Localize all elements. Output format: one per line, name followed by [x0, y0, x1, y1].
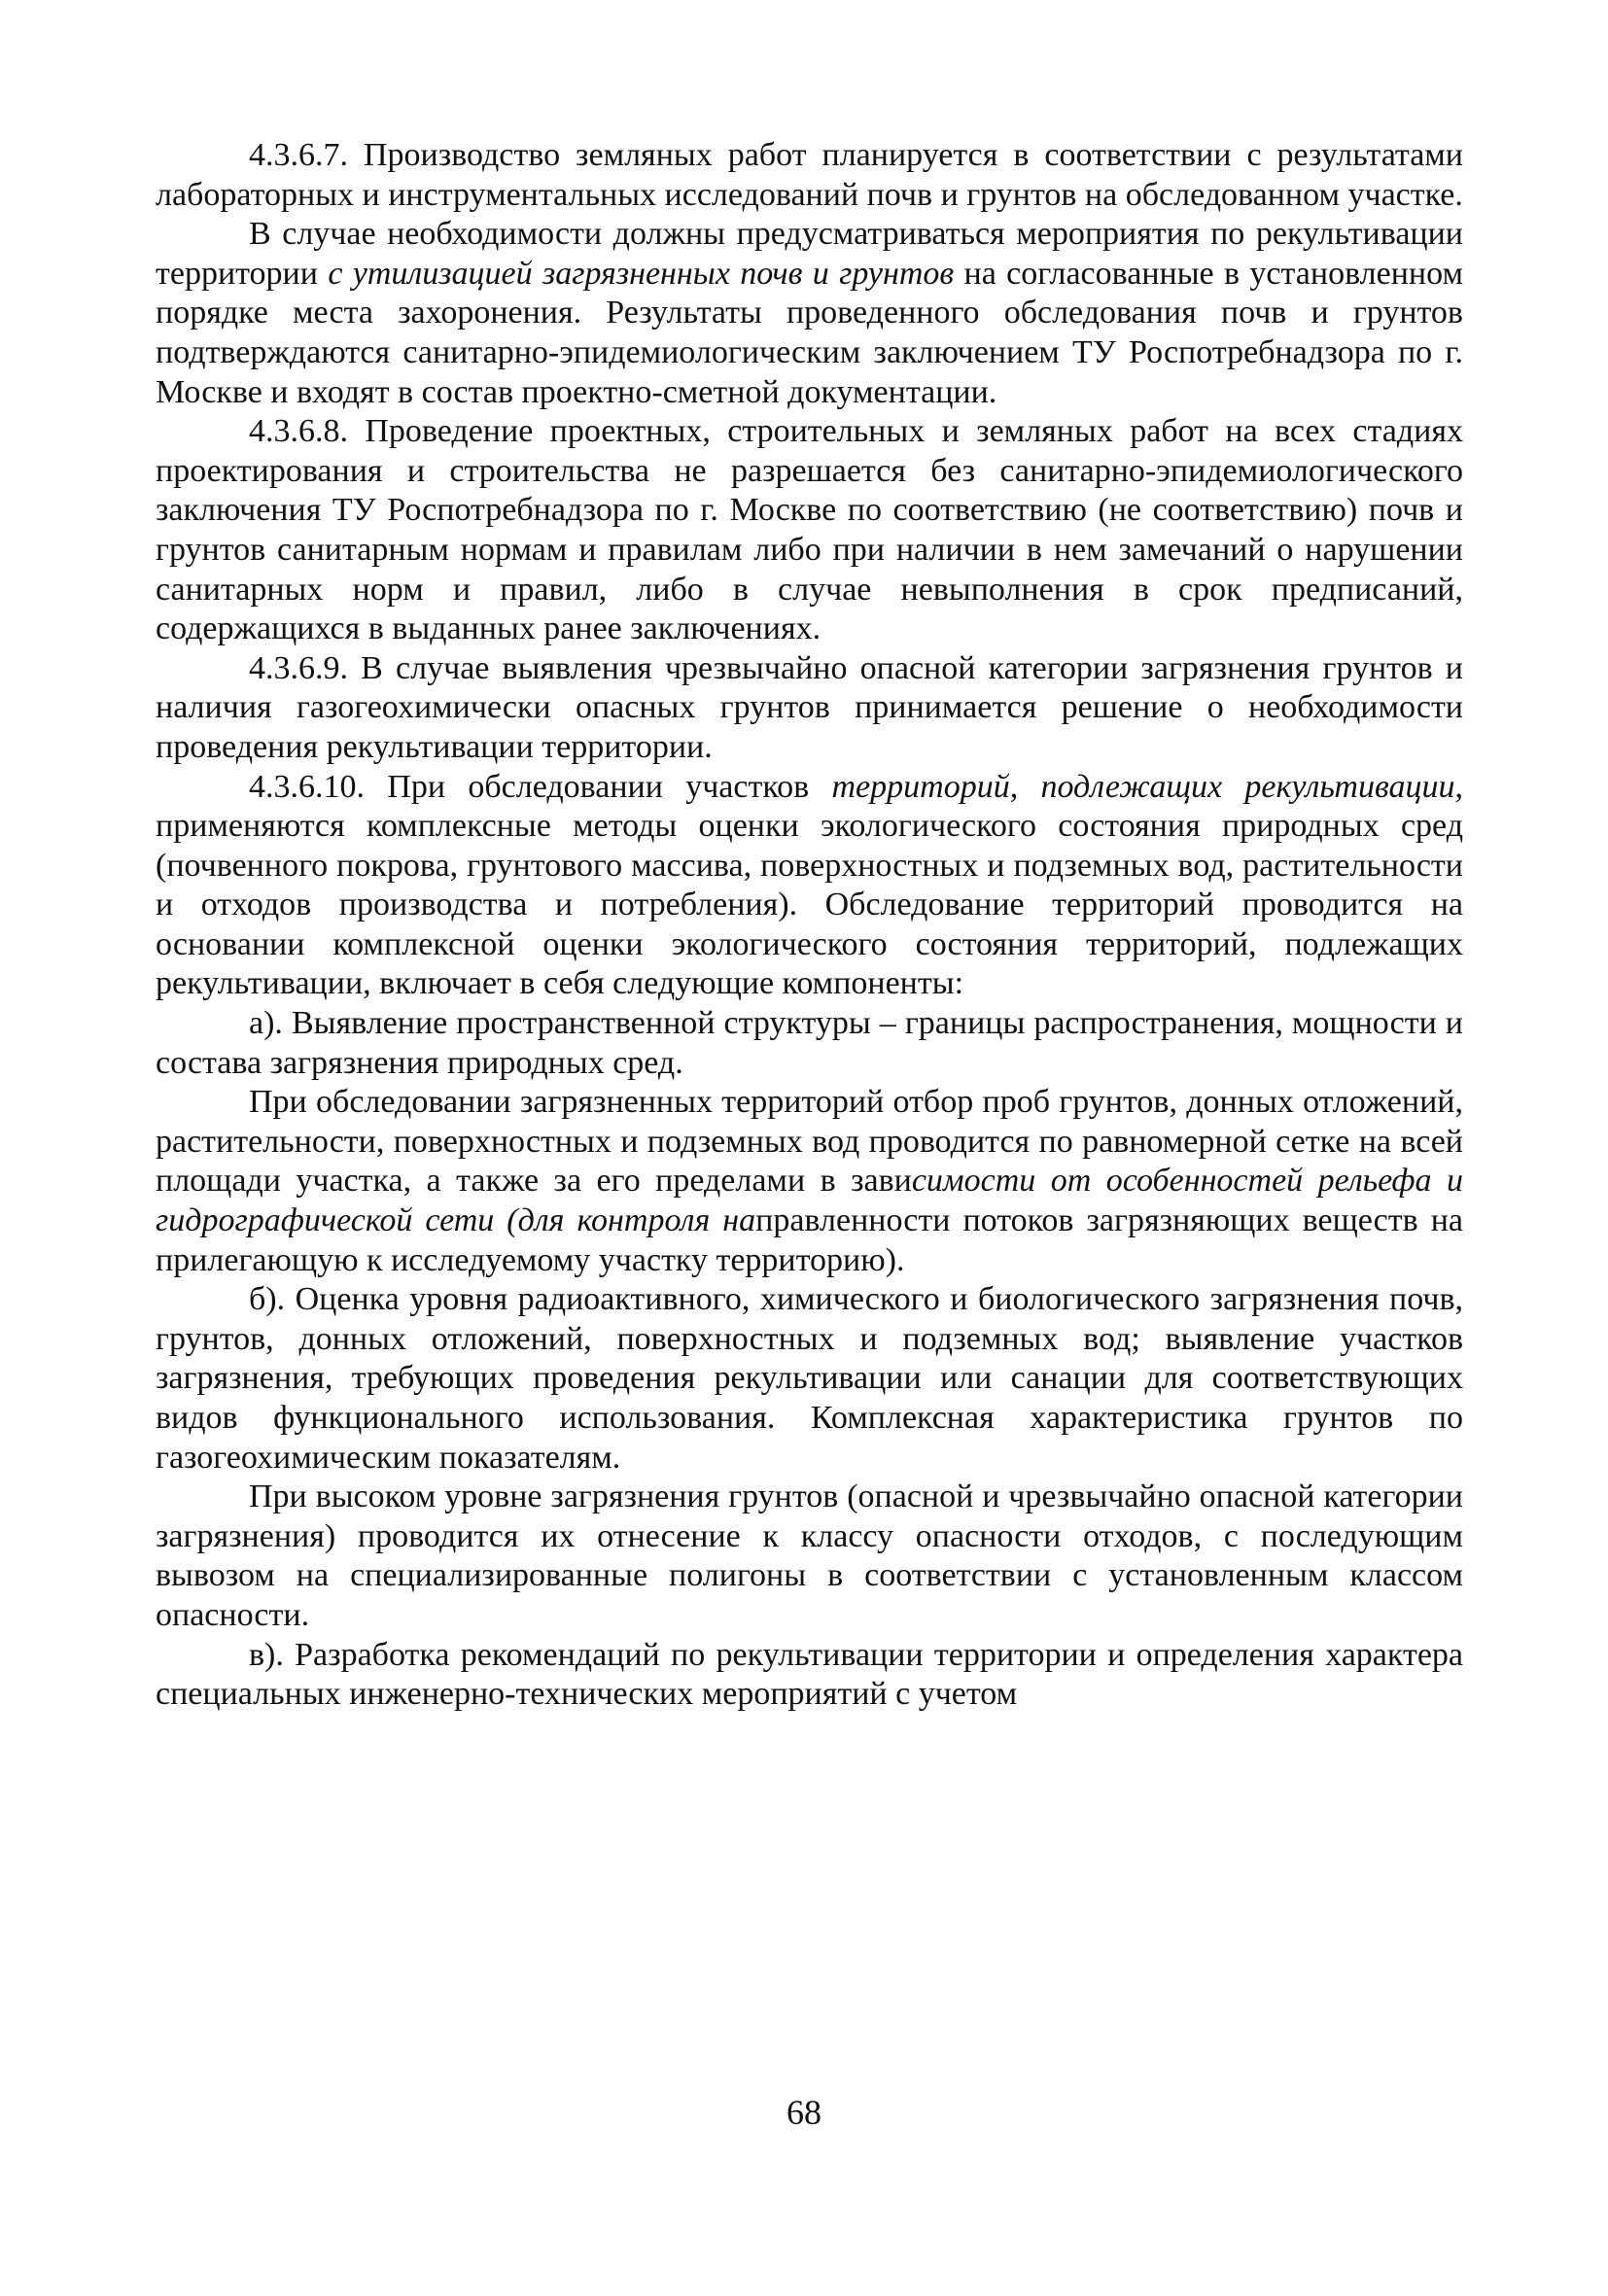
document-body — [156, 136, 1463, 1715]
paragraph-4-3-6-8: 4.3.6.8. Проведение проектных, строительных и земляных работ на всех стадиях проектирования и строительства не разрешается без санитарно-эпидемиологического заключения ТУ Роспотребнадзора по г. Москве по соответствию (не соответствию) почв и грунтов санитарным нормам и правилам либо при наличии в нем замечаний о нарушении санитарных норм и правил, либо в случае невыполнения в срок предписаний, содержащихся в выданных ранее заключениях. — [156, 413, 1463, 647]
paragraph-sampling: При обследовании загрязненных территорий отбор проб грунтов, донных отложений, растительности, поверхностных и подземных вод проводится по равномерной сетке на всей площади участка, а также за его пределами в зависимости от особенностей рельефа и гидрографической сети (для контроля направленности потоков загрязняющих веществ на прилегающую к исследуемому участку территорию). — [156, 1084, 1463, 1278]
paragraph-4-3-6-10: 4.3.6.10. При обследовании участков территорий, подлежащих рекультивации, применяются комплексные методы оценки экологического состояния природных сред (почвенного покрова, грунтового массива, поверхностных и подземных вод, растительности и отходов производства и потребления). Обследование территорий проводится на основании комплексной оценки экологического состояния территорий, подлежащих рекультивации, включает в себя следующие компоненты: — [156, 768, 1463, 1002]
page-number: 68 — [787, 2093, 821, 2132]
paragraph-high-pollution: При высоком уровне загрязнения грунтов (опасной и чрезвычайно опасной категории загрязнения) проводится их отнесение к классу опасности отходов, с последующим вывозом на специализированные полигоны в соответствии с установленным классом опасности. — [156, 1478, 1463, 1633]
paragraph-4-3-6-7: 4.3.6.7. Производство земляных работ планируется в соответствии с результатами лабораторных и инструментальных исследований почв и грунтов на обследованном участке. — [156, 137, 1463, 213]
paragraph-4-3-6-9: 4.3.6.9. В случае выявления чрезвычайно опасной категории загрязнения грунтов и наличия газогеохимически опасных грунтов принимается решение о необходимости проведения рекультивации территории. — [156, 649, 1463, 765]
paragraph-recultivation-need: В случае необходимости должны предусматриваться мероприятия по рекультивации территории с утилизацией загрязненных почв и грунтов на согласованные в установленном порядке места захоронения. Результаты проведенного обследования почв и грунтов подтверждаются санитарно-эпидемиологическим заключением ТУ Роспотребнадзора по г. Москве и входят в состав проектно-сметной документации. — [156, 216, 1463, 410]
paragraph-item-v: в). Разработка рекомендаций по рекультивации территории и определения характера специальных инженерно-технических мероприятий с учетом — [156, 1636, 1463, 1713]
paragraph-item-b: б). Оценка уровня радиоактивного, химического и биологического загрязнения почв, грунтов, донных отложений, поверхностных и подземных вод; выявление участков загрязнения, требующих проведения рекультивации или санации для соответствующих видов функционального использования. Комплексная характеристика грунтов по газогеохимическим показателям. — [156, 1281, 1463, 1476]
paragraph-item-a: а). Выявление пространственной структуры – границы распространения, мощности и состава загрязнения природных сред. — [156, 1005, 1463, 1081]
